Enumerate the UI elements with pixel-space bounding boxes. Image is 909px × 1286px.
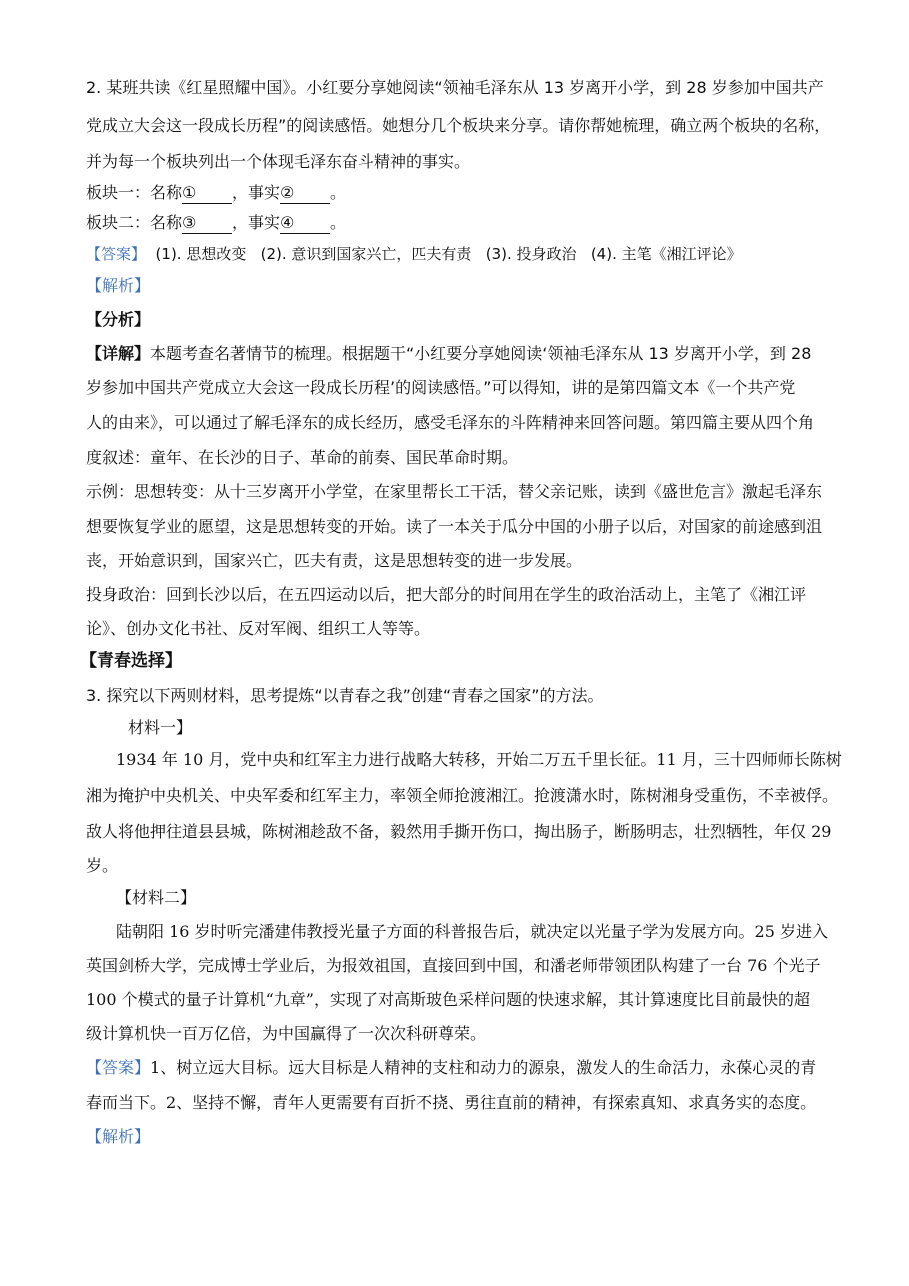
material2-title: 【材料二】 xyxy=(116,888,197,907)
material1-line1: 1934 年 10 月，党中央和红军主力进行战略大转移，开始二万五千里长征。11 月，三十四师师长陈树 xyxy=(116,750,842,769)
q2-stem-line1: 2. 某班共读《红星照耀中国》。小红要分享她阅读“领袖毛泽东从 13 岁离开小学，到 28 岁参加中国共产 xyxy=(86,78,824,97)
block1-end: 。 xyxy=(329,183,346,202)
blank-3 xyxy=(182,213,232,234)
q3-analysis-tag: 【解析】 xyxy=(86,1127,151,1146)
block2-fact-label: ，事实 xyxy=(231,213,280,232)
q3-stem: 3. 探究以下两则材料，思考提炼“以青春之我”创建“青春之国家”的方法。 xyxy=(86,686,604,705)
q2-block2 xyxy=(86,213,346,234)
material2-line3: 100 个模式的量子计算机“九章”，实现了对高斯玻色采样问题的快速求解，其计算速度比目前最快的超 xyxy=(86,990,810,1009)
answer-text: (1). 思想改变 (2). 意识到国家兴亡，匹夫有责 (3). 投身政治 (4). 主笔《湘江评论》 xyxy=(146,245,742,263)
q2-detail-line2: 岁参加中国共产党成立大会这一段成长历程’的阅读感悟。”可以得知，讲的是第四篇文本《一个共产党 xyxy=(86,378,796,397)
q2-example-line2: 想要恢复学业的愿望，这是思想转变的开始。读了一本关于瓜分中国的小册子以后，对国家的前途感到沮 xyxy=(86,517,823,536)
q2-example-line1: 示例：思想转变：从十三岁离开小学堂，在家里帮长工干活，替父亲记账，读到《盛世危言》激起毛泽东 xyxy=(86,482,823,501)
material2-line2: 英国剑桥大学，完成博士学业后，为报效祖国，直接回到中国，和潘老师带领团队构建了一台 76 个光子 xyxy=(86,956,821,975)
material1-line2: 湘为掩护中央机关、中央军委和红军主力，率领全师抢渡湘江。抢渡潇水时，陈树湘身受重伤，不幸被俘。 xyxy=(86,786,839,805)
q2-stem-line3: 并为每一个板块列出一个体现毛泽东奋斗精神的事实。 xyxy=(86,152,471,171)
detail-tag: 【详解】 xyxy=(86,344,151,363)
block2-end: 。 xyxy=(329,213,346,232)
q3-answer-text-1: 1、树立远大目标。远大目标是人精神的支柱和动力的源泉，激发人的生命活力，永葆心灵的青 xyxy=(150,1058,817,1077)
blank-4 xyxy=(280,213,330,234)
blank-2 xyxy=(280,183,330,204)
material1-title: 材料一】 xyxy=(128,718,193,737)
answer-tag: 【答案】 xyxy=(86,245,147,263)
q3-answer-line2: 春而当下。2、坚持不懈，青年人更需要有百折不挠、勇往直前的精神，有探索真知、求真务实的态度。 xyxy=(86,1093,817,1112)
material2-line1: 陆朝阳 16 岁时听完潘建伟教授光量子方面的科普报告后，就决定以光量子学为发展方向。25 岁进入 xyxy=(116,922,828,941)
q2-example-line4: 投身政治：回到长沙以后，在五四运动以后，把大部分的时间用在学生的政治活动上，主笔了《湘江评 xyxy=(86,585,807,604)
q2-detail-line4: 度叙述：童年、在长沙的日子、革命的前奏、国民革命时期。 xyxy=(86,448,519,467)
blank-2-marker: ② xyxy=(279,183,295,202)
q2-answer xyxy=(86,244,742,264)
material1-line4: 岁。 xyxy=(86,856,119,875)
q3-answer-line1 xyxy=(86,1058,816,1078)
detail-text-1: 本题考查名著情节的梳理。根据题干“小红要分享她阅读‘领袖毛泽东从 13 岁离开小学，到 28 xyxy=(150,344,812,363)
blank-4-marker: ④ xyxy=(279,213,295,232)
q3-answer-tag: 【答案】 xyxy=(86,1058,151,1077)
material1-line3: 敌人将他押往道县县城，陈树湘趁敌不备，毅然用手撕开伤口，掏出肠子，断肠明志，壮烈牺牲，年仅 29 xyxy=(86,822,832,841)
q2-fenxi: 【分析】 xyxy=(86,310,151,329)
block1-name-label: 板块一：名称 xyxy=(86,183,183,202)
blank-1-marker: ① xyxy=(182,183,197,202)
section-title: 【青春选择】 xyxy=(80,651,182,671)
q2-stem-line2: 党成立大会这一段成长历程”的阅读感悟。她想分几个板块来分享。请你帮她梳理，确立两个板块的名称， xyxy=(86,116,831,135)
block1-fact-label: ，事实 xyxy=(231,183,280,202)
q2-example-line3: 丧，开始意识到，国家兴亡，匹夫有责，这是思想转变的进一步发展。 xyxy=(86,551,583,570)
q2-analysis-tag: 【解析】 xyxy=(86,276,151,295)
q2-example-line5: 论》、创办文化书社、反对军阀、组织工人等等。 xyxy=(86,619,431,638)
material2-line4: 级计算机快一百万亿倍，为中国赢得了一次次科研尊荣。 xyxy=(86,1024,487,1043)
blank-3-marker: ③ xyxy=(182,213,197,232)
q2-detail-line3: 人的由来》，可以通过了解毛泽东的成长经历，感受毛泽东的斗阵精神来回答问题。第四篇主要从四个角 xyxy=(86,413,815,432)
block2-name-label: 板块二：名称 xyxy=(86,213,183,232)
q2-detail-line1 xyxy=(86,344,811,364)
q2-block1 xyxy=(86,183,346,204)
blank-1 xyxy=(182,183,232,204)
